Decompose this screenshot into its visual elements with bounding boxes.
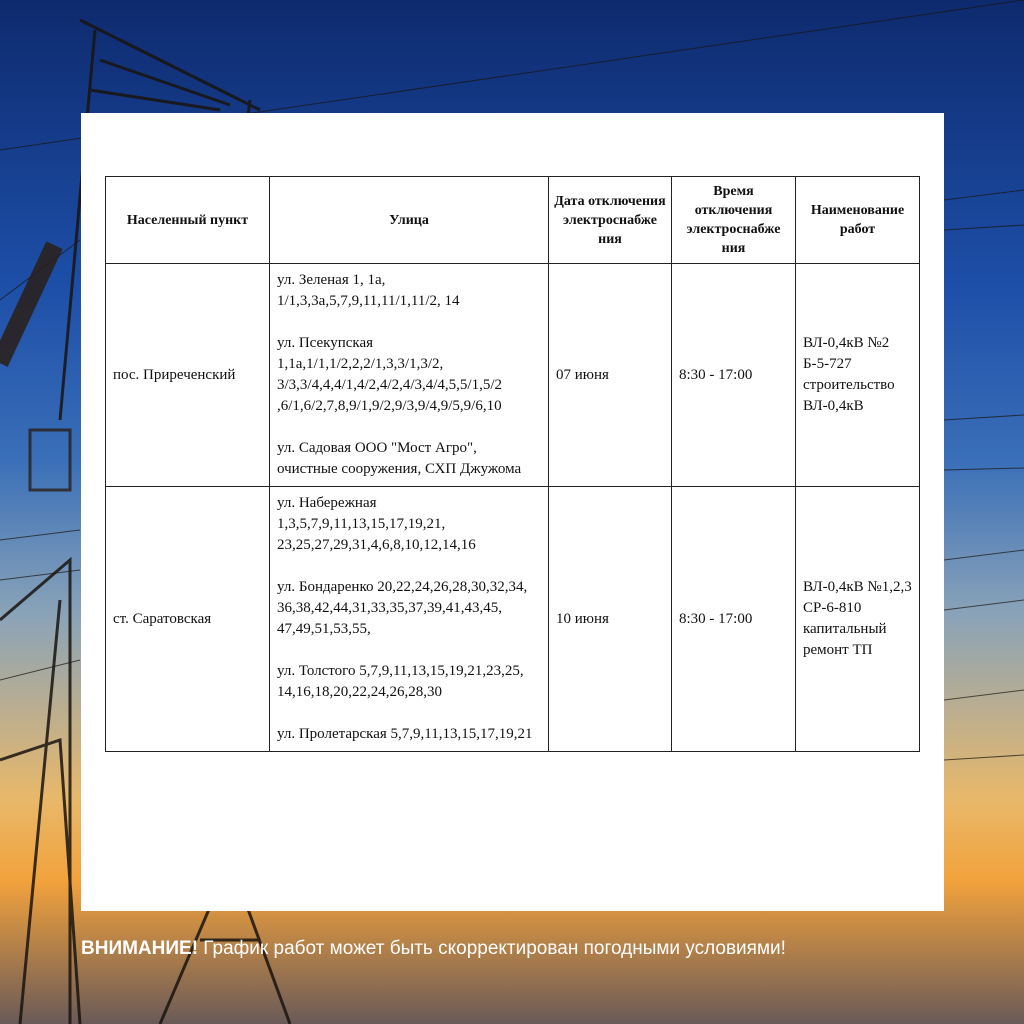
- streets-cell: [270, 264, 549, 487]
- time-cell: 8:30 - 17:00: [672, 487, 796, 752]
- header-date: Дата отключения электроснабже ния: [549, 177, 672, 264]
- outage-schedule-table: [105, 176, 920, 752]
- schedule-card: [81, 113, 944, 911]
- work-cell: ВЛ-0,4кВ №2 Б-5-727 строительство ВЛ-0,4кВ: [796, 264, 920, 487]
- table-row: [106, 264, 920, 487]
- street-entry: ул. Зеленая 1, 1а, 1/1,3,3а,5,7,9,11,11/1,11/2, 14: [277, 272, 460, 309]
- table-header-row: [106, 177, 920, 264]
- street-entry: ул. Толстого 5,7,9,11,13,15,19,21,23,25, 14,16,18,20,22,24,26,28,30: [277, 663, 524, 700]
- street-entry: ул. Бондаренко 20,22,24,26,28,30,32,34, 36,38,42,44,31,33,35,37,39,41,43,45, 47,49,51,53,55,: [277, 579, 528, 637]
- settlement-cell: ст. Саратовская: [106, 487, 270, 752]
- table-row: [106, 487, 920, 752]
- settlement-cell: пос. Приреченский: [106, 264, 270, 487]
- date-cell: 10 июня: [549, 487, 672, 752]
- weather-notice: [81, 938, 961, 960]
- header-work: Наименование работ: [796, 177, 920, 264]
- notice-text: График работ может быть скорректирован погодными условиями!: [198, 938, 786, 959]
- street-entry: ул. Садовая ООО "Мост Агро", очистные сооружения, СХП Джужома: [277, 440, 522, 477]
- notice-warning-label: ВНИМАНИЕ!: [81, 938, 199, 959]
- header-settlement: Населенный пункт: [106, 177, 270, 264]
- header-time: Время отключения электроснабже ния: [672, 177, 796, 264]
- street-entry: ул. Набережная 1,3,5,7,9,11,13,15,17,19,21, 23,25,27,29,31,4,6,8,10,12,14,16: [277, 495, 476, 553]
- streets-cell: [270, 487, 549, 752]
- date-cell: 07 июня: [549, 264, 672, 487]
- header-street: Улица: [270, 177, 549, 264]
- street-entry: ул. Пролетарская 5,7,9,11,13,15,17,19,21: [277, 726, 533, 742]
- work-cell: ВЛ-0,4кВ №1,2,3 СР-6-810 капитальный ремонт ТП: [796, 487, 920, 752]
- street-entry: ул. Псекупская 1,1а,1/1,1/2,2,2/1,3,3/1,3/2, 3/3,3/4,4,4/1,4/2,4/2,4/3,4/4,5,5/1,5/2 ,6/1,6/2,7,8,9/1,9/2,9/3,9/4,9/5,9/6,10: [277, 335, 503, 414]
- time-cell: 8:30 - 17:00: [672, 264, 796, 487]
